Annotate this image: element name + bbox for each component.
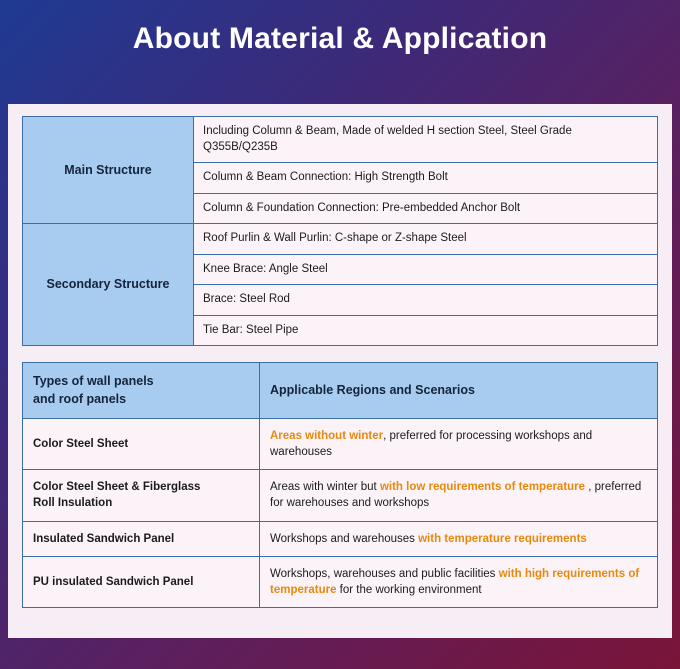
structure-detail: Tie Bar: Steel Pipe xyxy=(194,315,658,346)
structure-detail: Brace: Steel Rod xyxy=(194,285,658,316)
column-header-panel-type-line1: Types of wall panels xyxy=(33,374,154,389)
table-row xyxy=(23,419,658,470)
table-header-row xyxy=(23,363,658,419)
highlighted-text: with high requirements of temperature xyxy=(270,567,640,596)
content-panel xyxy=(8,104,672,638)
structure-table xyxy=(22,116,658,346)
highlighted-text: Areas without winter xyxy=(270,430,384,443)
structure-detail: Roof Purlin & Wall Purlin: C-shape or Z-shape Steel xyxy=(194,224,658,255)
plain-text: Areas with winter but xyxy=(270,481,380,494)
plain-text: for the working environment xyxy=(336,583,482,596)
highlighted-text: with low requirements of temperature xyxy=(379,481,586,494)
column-header-panel-type xyxy=(23,363,260,419)
plain-text: , preferred for processing workshops and warehouses xyxy=(270,430,593,459)
panel-type: Color Steel Sheet xyxy=(23,419,260,470)
panel-type-line1: Color Steel Sheet & Fiberglass xyxy=(33,481,201,494)
plain-text: , preferred for warehouses and workshops xyxy=(270,481,642,510)
panel-type: Insulated Sandwich Panel xyxy=(23,521,260,556)
table-row xyxy=(23,117,658,163)
plain-text: Workshops and warehouses xyxy=(270,532,419,545)
panel-application xyxy=(260,556,658,607)
table-row xyxy=(23,521,658,556)
column-header-panel-type-line2: and roof panels xyxy=(33,391,127,406)
table-row xyxy=(23,556,658,607)
panel-type xyxy=(23,470,260,521)
table-row xyxy=(23,224,658,255)
column-header-application: Applicable Regions and Scenarios xyxy=(260,363,658,419)
structure-category-secondary: Secondary Structure xyxy=(23,224,194,346)
structure-category-main: Main Structure xyxy=(23,117,194,224)
structure-detail: Column & Beam Connection: High Strength Bolt xyxy=(194,163,658,194)
panel-application xyxy=(260,419,658,470)
plain-text: Workshops, warehouses and public facilities xyxy=(270,567,499,580)
structure-detail: Knee Brace: Angle Steel xyxy=(194,254,658,285)
panel-application xyxy=(260,521,658,556)
page-title: About Material & Application xyxy=(132,22,548,55)
panel-application xyxy=(260,470,658,521)
structure-detail: Column & Foundation Connection: Pre-embedded Anchor Bolt xyxy=(194,193,658,224)
panel-type-line2: Roll Insulation xyxy=(33,497,113,510)
highlighted-text: with temperature requirements xyxy=(418,532,587,545)
table-row xyxy=(23,470,658,521)
structure-detail: Including Column & Beam, Made of welded H section Steel, Steel Grade Q355B/Q235B xyxy=(194,117,658,163)
panel-application-table xyxy=(22,362,658,608)
panel-type: PU insulated Sandwich Panel xyxy=(23,556,260,607)
